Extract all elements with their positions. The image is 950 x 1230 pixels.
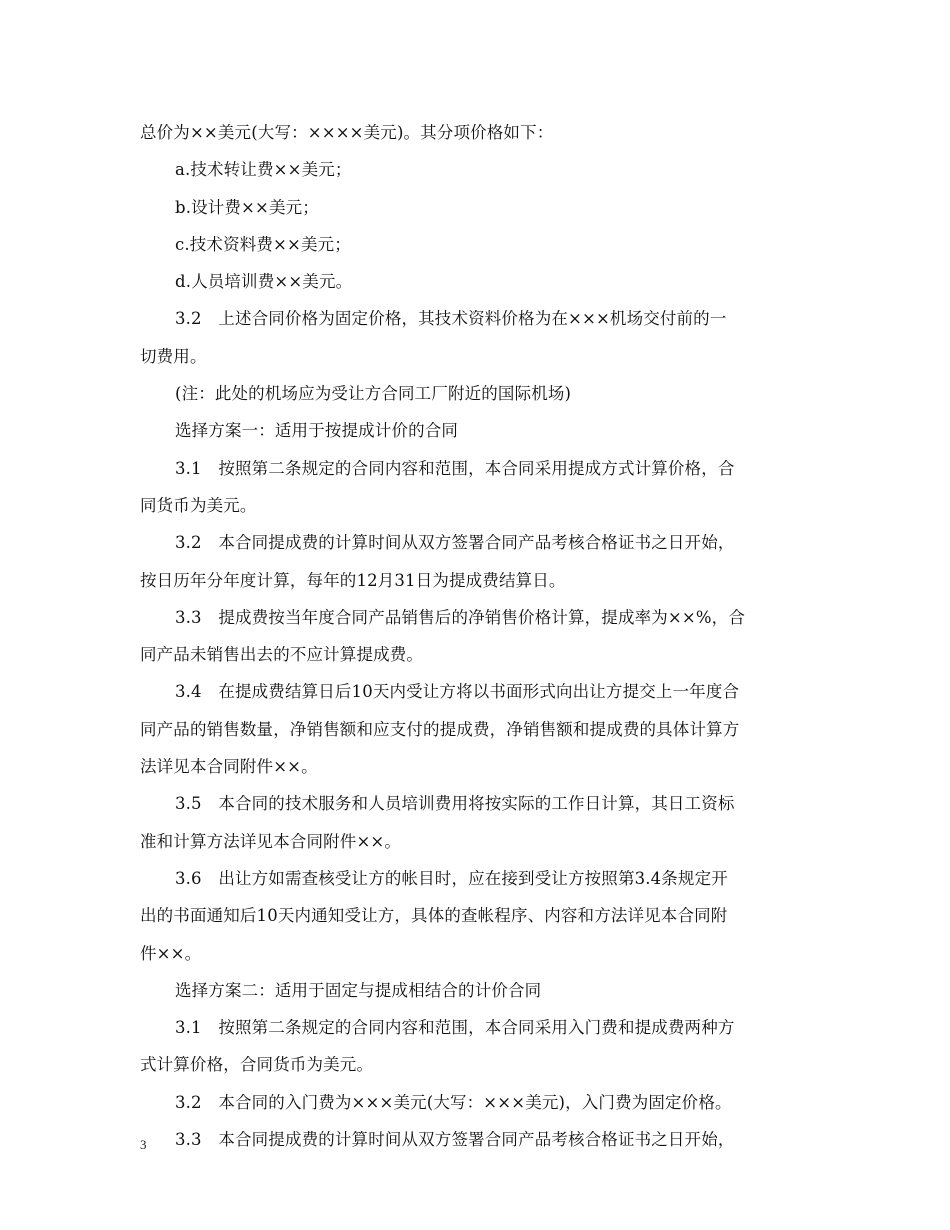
- text-line: a.技术转让费××美元；: [175, 160, 352, 180]
- text-line: 3.1 按照第二条规定的合同内容和范围，本合同采用提成方式计算价格，合: [175, 458, 735, 478]
- text-line: d.人员培训费××美元。: [175, 272, 353, 292]
- text-line: 式计算价格，合同货币为美元。: [140, 1055, 374, 1075]
- text-line: 3.4 在提成费结算日后10天内受让方将以书面形式向出让方提交上一年度合: [175, 682, 740, 702]
- text-line: 同货币为美元。: [140, 495, 257, 515]
- text-line: 按日历年分年度计算，每年的12月31日为提成费结算日。: [140, 570, 566, 590]
- text-line: 准和计算方法详见本合同附件××。: [140, 831, 402, 851]
- text-line: 切费用。: [140, 346, 207, 366]
- document-body: [140, 114, 810, 1158]
- text-line: 3.2 本合同的入门费为×××美元(大写：×××美元)，入门费为固定价格。: [175, 1092, 732, 1112]
- page-number: 3: [140, 1137, 147, 1152]
- text-line: 3.5 本合同的技术服务和人员培训费用将按实际的工作日计算，其日工资标: [175, 794, 735, 814]
- text-line: 出的书面通知后10天内通知受让方，具体的查帐程序、内容和方法详见本合同附: [140, 906, 728, 926]
- text-line: 总价为××美元(大写：××××美元)。其分项价格如下：: [140, 123, 554, 142]
- text-line: 3.2 本合同提成费的计算时间从双方签署合同产品考核合格证书之日开始，: [175, 533, 735, 553]
- text-line: 件××。: [140, 943, 202, 963]
- text-line: 同产品未销售出去的不应计算提成费。: [140, 645, 424, 665]
- text-line: b.设计费××美元；: [175, 197, 319, 217]
- text-line: 3.1 按照第二条规定的合同内容和范围，本合同采用入门费和提成费两种方: [175, 1018, 735, 1038]
- text-line: 选择方案一：适用于按提成计价的合同: [175, 421, 459, 441]
- text-line: c.技术资料费××美元；: [175, 234, 351, 254]
- text-line: 3.2 上述合同价格为固定价格，其技术资料价格为在×××机场交付前的一: [175, 309, 727, 329]
- text-line: 选择方案二：适用于固定与提成相结合的计价合同: [175, 980, 542, 1000]
- text-line: 3.6 出让方如需查核受让方的帐目时，应在接到受让方按照第3.4条规定开: [175, 868, 728, 888]
- text-line: 同产品的销售数量，净销售额和应支付的提成费，净销售额和提成费的具体计算方: [140, 719, 740, 739]
- text-line: (注：此处的机场应为受让方合同工厂附近的国际机场): [175, 384, 572, 404]
- text-line: 3.3 本合同提成费的计算时间从双方签署合同产品考核合格证书之日开始，: [175, 1130, 735, 1150]
- text-line: 3.3 提成费按当年度合同产品销售后的净销售价格计算，提成率为××%，合: [175, 607, 745, 627]
- text-line: 法详见本合同附件××。: [140, 757, 318, 777]
